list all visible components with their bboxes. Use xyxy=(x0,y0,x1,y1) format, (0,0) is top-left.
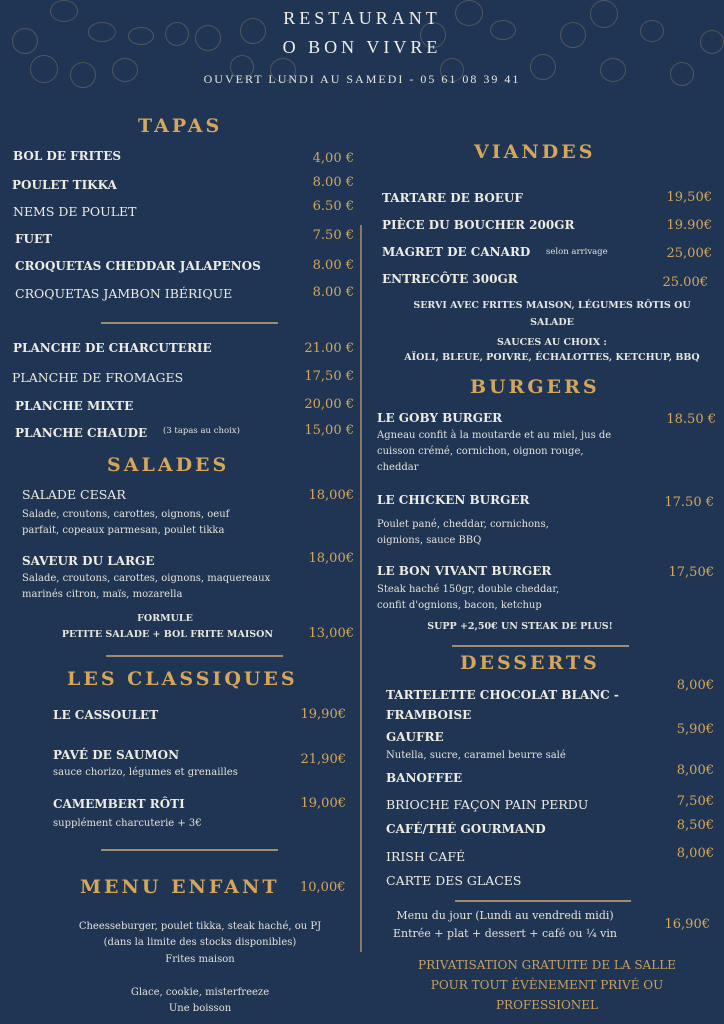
menu-item-price: 18,00€ xyxy=(308,488,354,503)
menu-item-price: 5,90€ xyxy=(676,722,714,737)
formule-price: 13,00€ xyxy=(308,626,354,641)
menu-item-price: 19.90€ xyxy=(666,218,712,233)
menu-item-name: LE CHICKEN BURGER xyxy=(377,493,530,507)
section-divider xyxy=(106,655,283,657)
menu-item-description: Nutella, sucre, caramel beurre salé xyxy=(386,750,566,761)
menu-item-price: 19,90€ xyxy=(300,707,346,722)
section-title-desserts: DESSERTS xyxy=(460,652,600,674)
section-title-viandes: VIANDES xyxy=(474,141,596,163)
menu-item-name: GAUFRE xyxy=(386,730,444,744)
menu-item-name: PAVÉ DE SAUMON xyxy=(53,748,180,762)
menu-enfant-line: Une boisson xyxy=(168,1003,232,1014)
menu-item-name: PLANCHE DE CHARCUTERIE xyxy=(13,341,212,355)
menu-item-price: 25.00€ xyxy=(662,275,708,290)
menu-item-description: supplément charcuterie + 3€ xyxy=(53,818,202,829)
section-title-menu-enfant: MENU ENFANT xyxy=(80,876,280,898)
menu-enfant-line: Frites maison xyxy=(165,954,235,965)
menu-du-jour-line2: Entrée + plat + dessert + café ou ¼ vin xyxy=(393,927,617,940)
menu-item-name: MAGRET DE CANARD xyxy=(382,245,531,259)
menu-item-description: Salade, croutons, carottes, oignons, oeuf parfait, copeaux parmesan, poulet tikka xyxy=(22,509,230,536)
menu-item-price: 19,00€ xyxy=(300,796,346,811)
viandes-sauces-title: SAUCES AU CHOIX : xyxy=(497,337,607,348)
menu-item-name: CAFÉ/THÉ GOURMAND xyxy=(386,822,546,836)
formule-title: FORMULE xyxy=(137,613,193,624)
menu-item-price: 8.00 € xyxy=(312,258,354,273)
privatisation-line2: POUR TOUT ÉVÈNEMENT PRIVÉ OU xyxy=(430,978,664,992)
menu-item-name: FUET xyxy=(15,232,53,246)
menu-item-name: POULET TIKKA xyxy=(12,178,117,192)
menu-item-name: SALADE CESAR xyxy=(22,487,126,502)
menu-item-note: (3 tapas au choix) xyxy=(163,426,240,436)
burger-supplement: SUPP +2,50€ UN STEAK DE PLUS! xyxy=(427,621,613,632)
menu-item-price: 18.50 € xyxy=(666,412,716,427)
section-title-burgers: BURGERS xyxy=(470,376,600,398)
section-divider xyxy=(101,849,278,851)
formule-description: PETITE SALADE + BOL FRITE MAISON xyxy=(61,629,274,640)
menu-item-price: 18,00€ xyxy=(308,551,354,566)
section-title-classiques: LES CLASSIQUES xyxy=(67,668,298,690)
menu-item-price: 8,00€ xyxy=(676,846,714,861)
menu-item-name: TARTARE DE BOEUF xyxy=(382,191,523,205)
menu-du-jour-price: 16,90€ xyxy=(664,917,710,932)
menu-item-name: IRISH CAFÉ xyxy=(386,849,466,864)
menu-item-price: 15,00 € xyxy=(304,423,354,438)
menu-item-price: 17.50 € xyxy=(664,495,714,510)
menu-item-description: Salade, croutons, carottes, oignons, maquereaux marinés citron, maïs, mozarella xyxy=(22,573,271,600)
menu-item-description: Agneau confit à la moutarde et au miel, jus de cuisson crémé, cornichon, oignon rouge, cheddar xyxy=(377,430,612,473)
menu-item-price: 17,50 € xyxy=(304,369,354,384)
opening-hours-phone: OUVERT LUNDI AU SAMEDI - 05 61 08 39 41 xyxy=(203,72,521,86)
menu-item-price: 17,50€ xyxy=(668,565,714,580)
menu-item-name: CROQUETAS JAMBON IBÉRIQUE xyxy=(15,286,233,301)
menu-item-name: NEMS DE POULET xyxy=(13,204,137,219)
privatisation-line3: PROFESSIONEL xyxy=(495,998,599,1012)
menu-item-description: Poulet pané, cheddar, cornichons, oignions, sauce BBQ xyxy=(377,519,549,546)
section-divider xyxy=(455,900,631,902)
menu-item-name: CARTE DES GLACES xyxy=(386,873,522,888)
menu-item-price: 6.50 € xyxy=(312,199,354,214)
menu-item-price: 19,50€ xyxy=(666,190,712,205)
menu-item-price: 20,00 € xyxy=(304,397,354,412)
menu-item-name: BOL DE FRITES xyxy=(13,149,122,163)
menu-item-name: PIÈCE DU BOUCHER 200GR xyxy=(382,218,575,232)
menu-enfant-line: (dans la limite des stocks disponibles) xyxy=(103,937,297,948)
menu-item-price: 25,00€ xyxy=(666,246,712,261)
menu-item-name: SAVEUR DU LARGE xyxy=(22,554,155,568)
section-divider xyxy=(101,322,278,324)
menu-item-name: BRIOCHE FAÇON PAIN PERDU xyxy=(386,797,589,812)
menu-item-name: LE GOBY BURGER xyxy=(377,411,503,425)
menu-du-jour-line1: Menu du jour (Lundi au vendredi midi) xyxy=(396,909,614,922)
menu-item-name: PLANCHE CHAUDE xyxy=(15,426,148,440)
menu-item-description: Steak haché 150gr, double cheddar, confit d'ognions, bacon, ketchup xyxy=(377,584,560,611)
menu-enfant-line: Glace, cookie, misterfreeze xyxy=(130,987,270,998)
menu-item-price: 8.00 € xyxy=(312,285,354,300)
menu-item-name: TARTELETTE CHOCOLAT BLANC - FRAMBOISE xyxy=(386,688,619,722)
menu-item-price: 7.50 € xyxy=(312,228,354,243)
menu-item-price: 8,50€ xyxy=(676,818,714,833)
menu-item-price: 21,90€ xyxy=(300,752,346,767)
section-title-salades: SALADES xyxy=(107,454,230,476)
menu-item-name: ENTRECÔTE 300GR xyxy=(382,272,518,286)
menu-item-name: CAMEMBERT RÔTI xyxy=(53,797,185,811)
menu-item-price: 21.00 € xyxy=(304,341,354,356)
section-title-tapas: TAPAS xyxy=(138,115,223,137)
menu-enfant-line: Cheesseburger, poulet tikka, steak haché, ou PJ xyxy=(78,921,322,932)
menu-item-description: sauce chorizo, légumes et grenailles xyxy=(53,767,238,778)
menu-item-name: LE BON VIVANT BURGER xyxy=(377,564,552,578)
menu-item-name: PLANCHE MIXTE xyxy=(15,399,134,413)
column-divider xyxy=(360,225,362,952)
menu-item-price: 8,00€ xyxy=(676,763,714,778)
menu-item-name: BANOFFEE xyxy=(386,771,463,785)
menu-item-note: selon arrivage xyxy=(546,247,608,257)
viandes-sauces-list: AÏOLI, BLEUE, POIVRE, ÉCHALOTTES, KETCHUP, BBQ xyxy=(404,352,700,363)
menu-enfant-price: 10,00€ xyxy=(300,880,346,895)
menu-item-name: PLANCHE DE FROMAGES xyxy=(12,370,184,385)
privatisation-line1: PRIVATISATION GRATUITE DE LA SALLE xyxy=(418,958,676,972)
menu-item-name: LE CASSOULET xyxy=(53,708,159,722)
restaurant-title-line2: O BON VIVRE xyxy=(282,37,442,57)
menu-item-name: CROQUETAS CHEDDAR JALAPENOS xyxy=(15,259,261,273)
viandes-served-with: SERVI AVEC FRITES MAISON, LÉGUMES RÔTIS OU SALADE xyxy=(413,300,691,328)
menu-item-price: 8,00€ xyxy=(676,678,714,693)
section-divider xyxy=(452,645,629,647)
restaurant-title-line1: RESTAURANT xyxy=(283,8,441,28)
menu-item-price: 4,00 € xyxy=(312,151,354,166)
menu-item-price: 8.00 € xyxy=(312,175,354,190)
menu-item-price: 7,50€ xyxy=(676,794,714,809)
